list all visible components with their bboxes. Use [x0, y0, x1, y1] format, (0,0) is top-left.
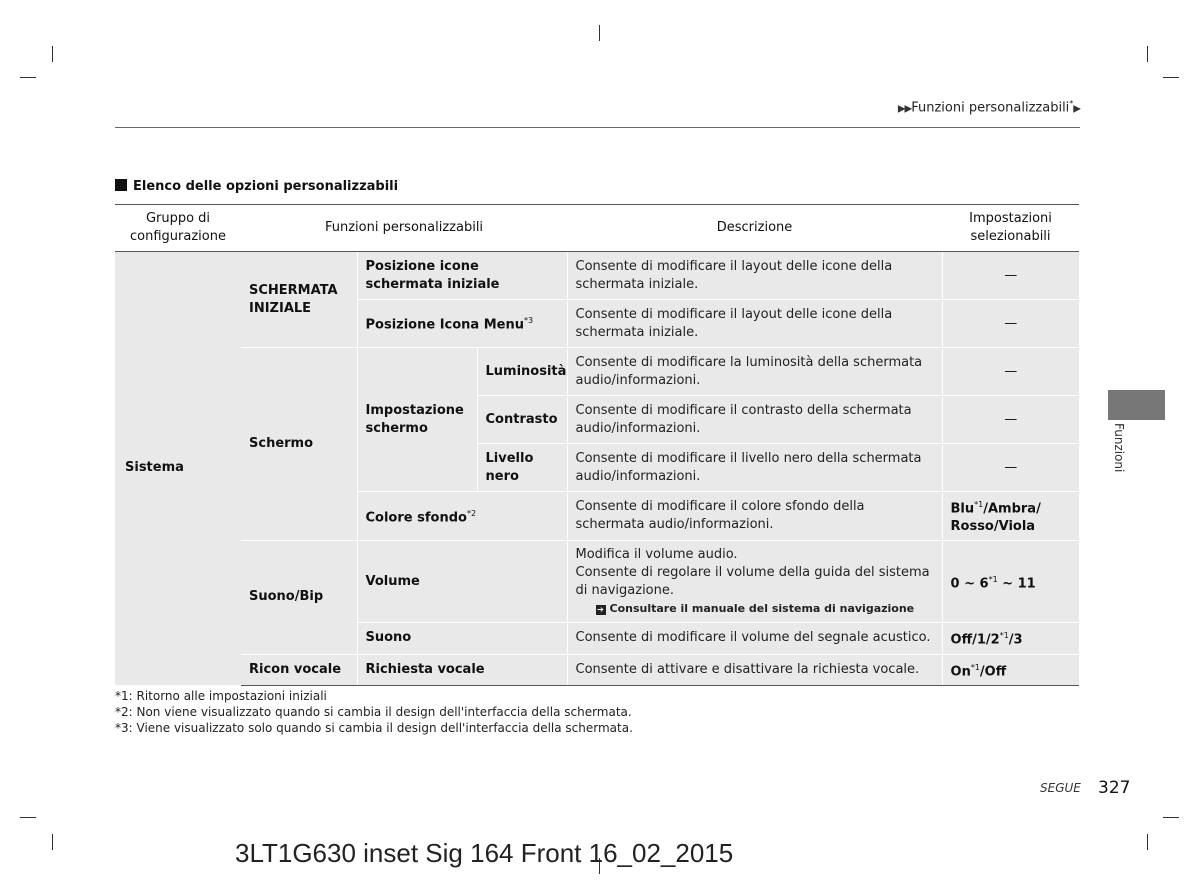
nav-manual-reference [576, 600, 934, 618]
section-title [115, 179, 398, 194]
description-line: Modifica il volume audio. [575, 546, 738, 562]
option-cell: — [942, 396, 1079, 444]
table-row [115, 541, 1079, 623]
table-row [115, 348, 1079, 396]
print-slug: 3LT1G630 inset Sig 164 Front 16_02_2015 [235, 838, 734, 868]
footnote-ref: *1 [974, 500, 984, 509]
feature-cell: Posizione icone schermata iniziale [357, 252, 567, 300]
footnote-ref: *3 [524, 316, 534, 326]
feature-cell: Livello nero [477, 444, 567, 492]
arrow-icon: ▶ [1073, 103, 1080, 115]
option-cell: — [942, 348, 1079, 396]
footnote-ref: *1 [970, 662, 980, 672]
footnote-1: *1: Ritorno alle impostazioni iniziali [115, 689, 327, 703]
table-header-row [115, 205, 1079, 252]
option-value: Off/1/2 [950, 632, 1000, 648]
option-cell [942, 654, 1079, 685]
table-row [115, 654, 1079, 685]
table-row [115, 252, 1079, 300]
option-cell [942, 623, 1079, 654]
feature-cell: Contrasto [477, 396, 567, 444]
crop-mark [1147, 834, 1148, 850]
option-cell [942, 541, 1079, 623]
header-rule [115, 127, 1080, 128]
breadcrumb-star: * [1069, 99, 1074, 108]
group-sistema: Sistema [115, 252, 241, 686]
footnote-3: *3: Viene visualizzato solo quando si cambia il design dell'interfaccia della schermata. [115, 721, 633, 735]
option-cell [942, 492, 1079, 541]
option-cell: — [942, 444, 1079, 492]
double-arrow-icon: ▶▶ [897, 103, 912, 115]
option-cell: — [942, 300, 1079, 348]
description-cell: Consente di modificare il contrasto della schermata audio/informazioni. [567, 396, 942, 444]
option-value: Blu [950, 501, 975, 517]
crop-mark [1163, 817, 1179, 818]
option-value: On [950, 663, 971, 679]
description-cell: Consente di modificare il volume del segnale acustico. [567, 623, 942, 654]
continued-label: SEGUE [1040, 781, 1081, 795]
description-cell: Consente di modificare il livello nero della schermata audio/informazioni. [567, 444, 942, 492]
option-value: 0 ~ 6 [950, 575, 989, 591]
crop-mark [1163, 77, 1179, 78]
feature-group-impostazione: Impostazione schermo [357, 348, 477, 492]
option-cell: — [942, 252, 1079, 300]
crop-mark [1147, 46, 1148, 62]
footnote-ref: *2 [466, 509, 477, 518]
sub-schermata-iniziale: SCHERMATA INIZIALE [241, 252, 357, 348]
feature-cell: Suono [357, 623, 567, 654]
chapter-tab [1108, 390, 1165, 420]
option-value: /Ambra/ Rosso/Viola [950, 501, 1041, 535]
header-description: Descrizione [567, 205, 942, 252]
description-cell: Consente di modificare il layout delle icone della schermata iniziale. [567, 252, 942, 300]
description-cell: Consente di modificare il colore sfondo della schermata audio/informazioni. [567, 492, 942, 541]
sub-schermo: Schermo [241, 348, 357, 541]
crop-mark [52, 46, 53, 62]
page-number: 327 [1098, 778, 1131, 798]
breadcrumb [898, 99, 1080, 115]
feature-cell: Volume [357, 541, 567, 623]
header-group: Gruppo di configurazione [115, 205, 241, 252]
section-title-text: Elenco delle opzioni personalizzabili [133, 179, 399, 194]
header-functions: Funzioni personalizzabili [241, 205, 567, 252]
footnote-ref: *1 [988, 574, 998, 584]
description-cell: Consente di modificare la luminosità della schermata audio/informazioni. [567, 348, 942, 396]
feature-label: Posizione Icona Menu [365, 317, 524, 333]
sub-ricon-vocale: Ricon vocale [241, 654, 357, 685]
crop-mark [599, 25, 600, 41]
feature-cell: Luminosità [477, 348, 567, 396]
crop-mark [20, 77, 36, 78]
description-line: Consente di regolare il volume della guida del sistema di navigazione. [575, 564, 930, 598]
footnote-ref: *1 [999, 631, 1009, 641]
option-value: ~ 11 [997, 575, 1036, 591]
chapter-tab-label: Funzioni [1112, 423, 1126, 473]
description-cell: Consente di modificare il layout delle icone della schermata iniziale. [567, 300, 942, 348]
feature-label: Colore sfondo [365, 510, 467, 526]
reference-arrow-icon: ➔ [597, 604, 604, 614]
crop-mark [20, 817, 36, 818]
header-settings: Impostazioni selezionabili [942, 205, 1079, 252]
option-value: /3 [1008, 632, 1023, 648]
options-table [115, 204, 1079, 686]
breadcrumb-label: Funzioni personalizzabili [911, 100, 1070, 116]
crop-mark [52, 834, 53, 850]
sub-suono-bip: Suono/Bip [241, 541, 357, 654]
feature-cell [357, 300, 567, 348]
description-cell [567, 541, 942, 623]
option-value: /Off [979, 663, 1007, 679]
footnote-2: *2: Non viene visualizzato quando si cambia il design dell'interfaccia della schermata. [115, 705, 632, 719]
footnotes [115, 688, 633, 736]
nav-note-text: Consultare il manuale del sistema di navigazione [609, 601, 915, 615]
description-cell: Consente di attivare e disattivare la richiesta vocale. [567, 654, 942, 685]
feature-cell: Richiesta vocale [357, 654, 567, 685]
feature-cell [357, 492, 567, 541]
square-bullet-icon [115, 179, 127, 191]
